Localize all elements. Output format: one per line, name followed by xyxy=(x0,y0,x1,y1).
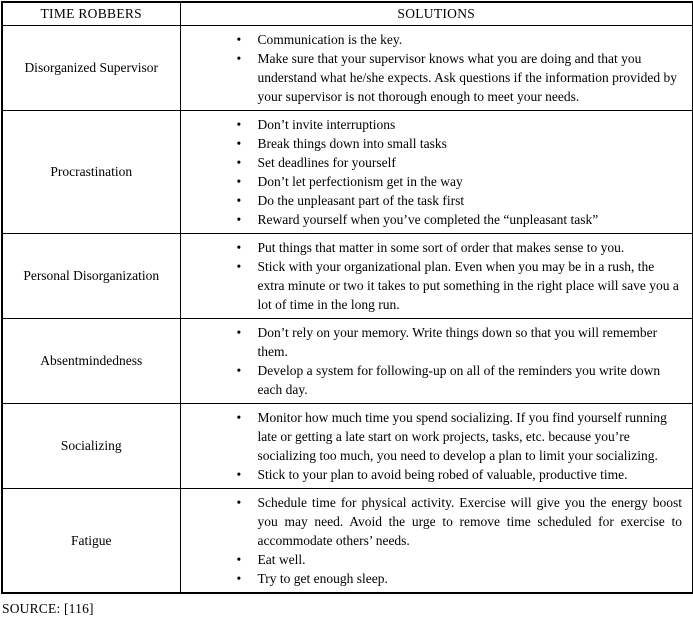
solutions-cell xyxy=(180,26,693,111)
solution-item: • Put things that matter in some sort of order that makes sense to you. xyxy=(235,238,683,257)
solution-item: • Set deadlines for yourself xyxy=(235,153,683,172)
solution-item: • Don’t rely on your memory. Write things down so that you will remember them. xyxy=(235,323,683,361)
solutions-list xyxy=(181,115,693,229)
table-row xyxy=(2,234,693,319)
solutions-cell xyxy=(180,111,693,234)
solution-item: • Break things down into small tasks xyxy=(235,134,683,153)
solution-item: • Stick to your plan to avoid being robed of valuable, productive time. xyxy=(235,465,683,484)
time-robber-label: Procrastination xyxy=(2,111,180,234)
source-note: SOURCE: [116] xyxy=(2,601,94,616)
solution-item: • Monitor how much time you spend socializing. If you find yourself running late or getting a late start on work projects, tasks, etc. because you’re socializing too much, you need to develop a plan to limit your socializing. xyxy=(235,408,683,465)
header-row xyxy=(2,2,693,26)
header-solutions: SOLUTIONS xyxy=(180,2,693,26)
solutions-list xyxy=(181,30,693,106)
solutions-cell xyxy=(180,319,693,404)
table-row xyxy=(2,404,693,489)
solutions-cell xyxy=(180,404,693,489)
table-row xyxy=(2,111,693,234)
solutions-list xyxy=(181,238,693,314)
table-row xyxy=(2,26,693,111)
header-time-robbers: TIME ROBBERS xyxy=(2,2,180,26)
time-robber-label: Disorganized Supervisor xyxy=(2,26,180,111)
solution-item: • Schedule time for physical activity. Exercise will give you the energy boost you may need. Avoid the urge to remove time scheduled for exercise to accommodate others’ needs. xyxy=(235,493,683,550)
time-robber-label: Absentmindedness xyxy=(2,319,180,404)
solution-item: • Don’t let perfectionism get in the way xyxy=(235,172,683,191)
solutions-list xyxy=(181,493,693,588)
solutions-list xyxy=(181,408,693,484)
time-robbers-table xyxy=(1,1,693,594)
solution-item: • Eat well. xyxy=(235,550,683,569)
solution-item: • Stick with your organizational plan. Even when you may be in a rush, the extra minute or two it takes to put something in the right place will save you a lot of time in the long run. xyxy=(235,257,683,314)
solution-item: • Develop a system for following-up on all of the reminders you write down each day. xyxy=(235,361,683,399)
solutions-cell xyxy=(180,234,693,319)
table-row xyxy=(2,489,693,594)
solutions-cell xyxy=(180,489,693,594)
solution-item: • Reward yourself when you’ve completed the “unpleasant task” xyxy=(235,210,683,229)
solution-item: • Communication is the key. xyxy=(235,30,683,49)
time-robber-label: Socializing xyxy=(2,404,180,489)
solution-item: • Don’t invite interruptions xyxy=(235,115,683,134)
solution-item: • Make sure that your supervisor knows what you are doing and that you understand what he/she expects. Ask questions if the information provided by your supervisor is not thorough enough to meet your needs. xyxy=(235,49,683,106)
solution-item: • Try to get enough sleep. xyxy=(235,569,683,588)
table-row xyxy=(2,319,693,404)
time-robber-label: Fatigue xyxy=(2,489,180,594)
solutions-list xyxy=(181,323,693,399)
time-robber-label: Personal Disorganization xyxy=(2,234,180,319)
solution-item: • Do the unpleasant part of the task first xyxy=(235,191,683,210)
